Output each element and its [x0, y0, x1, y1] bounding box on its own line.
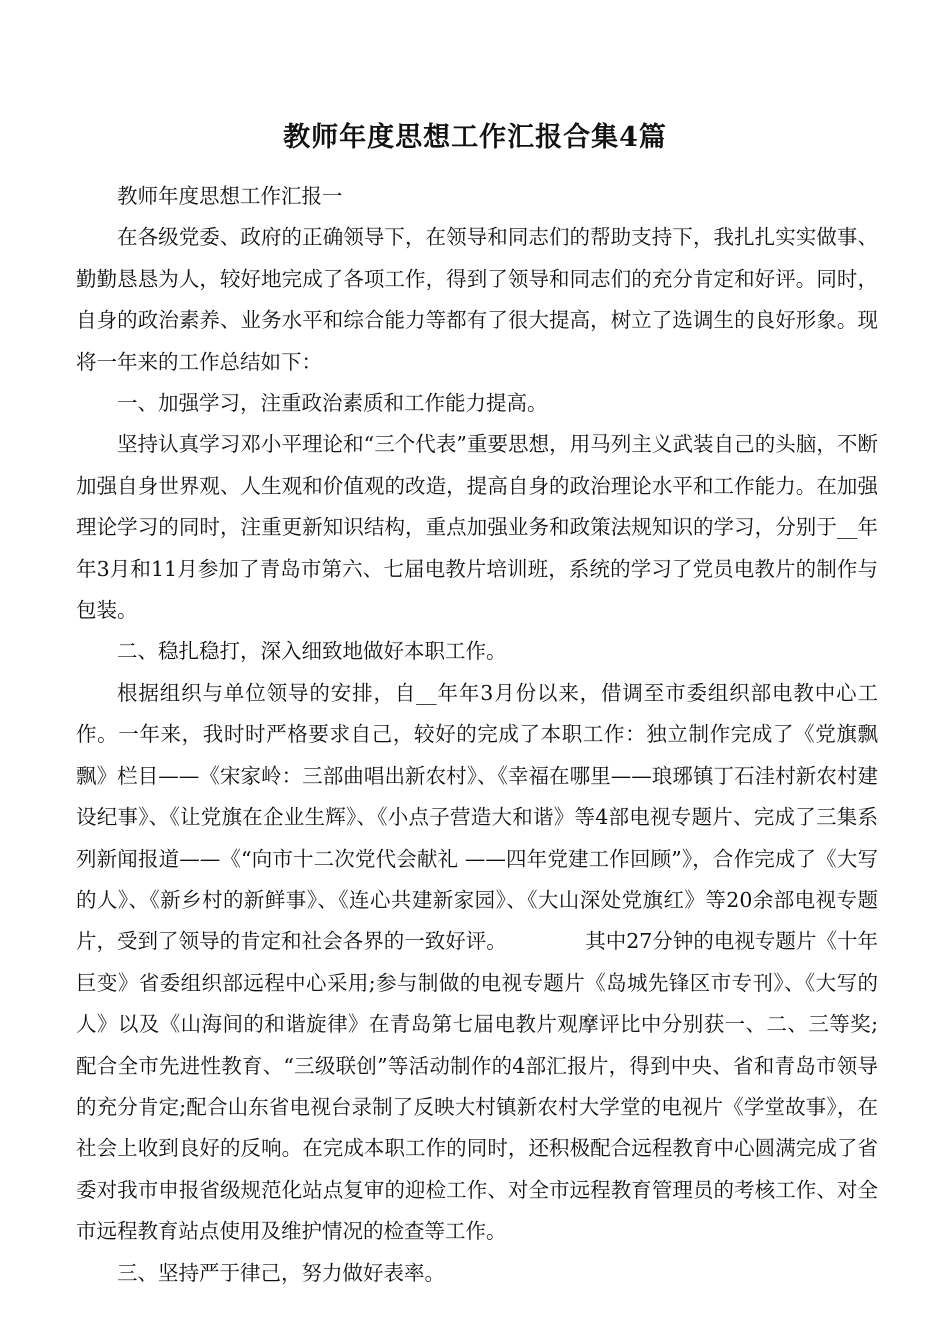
document-title: 教师年度思想工作汇报合集4篇: [283, 122, 667, 154]
section-heading: 教师年度思想工作汇报一: [117, 184, 343, 208]
work-paragraph: 根据组织与单位领导的安排，自__年年3月份以来，借调至市委组织部电教中心工作。一年来，我时时严格要求自己，较好的完成了本职工作：独立制作完成了《党旗飘飘》栏目——《宋家岭：三部曲唱出新农村》、《幸福在哪里——琅琊镇丁石洼村新农村建设纪事》、《让党旗在企业生辉》、《小点子营造大和谐》等4部电视专题片、完成了三集系列新闻报道——《“向市十二次党代会献礼 ——四年党建工作回顾”》，合作完成了《大写的人》、《新乡村的新鲜事》、《连心共建新家园》、《大山深处党旗红》等20余部电视专题片，受到了领导的肯定和社会各界的一致好评。 其中27分钟的电视专题片《十年巨变》省委组织部远程中心采用;参与制做的电视专题片《岛城先锋区市专刊》、《大写的人》以及《山海间的和谐旋律》在青岛第七届电教片观摩评比中分别获一、二、三等奖;配合全市先进性教育、“三级联创”等活动制作的4部汇报片，得到中央、省和青岛市领导的充分肯定;配合山东省电视台录制了反映大村镇新农村大学堂的电视片《学堂故事》，在社会上收到良好的反响。在完成本职工作的同时，还积极配合远程教育中心圆满完成了省委对我市申报省级规范化站点复审的迎检工作、对全市远程教育管理员的考核工作、对全市远程教育站点使用及维护情况的检查等工作。: [76, 680, 878, 1244]
document-body: [76, 176, 878, 1294]
intro-paragraph: 在各级党委、政府的正确领导下，在领导和同志们的帮助支持下，我扎扎实实做事、勤勤恳恳为人，较好地完成了各项工作，得到了领导和同志们的充分肯定和好评。同时，自身的政治素养、业务水平和综合能力等都有了很大提高，树立了选调生的良好形象。现将一年来的工作总结如下：: [76, 225, 878, 374]
section-heading-2: 二、稳扎稳打，深入细致地做好本职工作。: [117, 639, 507, 664]
study-paragraph: 坚持认真学习邓小平理论和“三个代表”重要思想，用马列主义武装自己的头脑，不断加强自身世界观、人生观和价值观的改造，提高自身的政治理论水平和工作能力。在加强理论学习的同时，注重更新知识结构，重点加强业务和政策法规知识的学习，分别于__年年3月和11月参加了青岛市第六、七届电教片培训班，系统的学习了党员电教片的制作与包装。: [76, 432, 878, 623]
section-heading-1: 一、加强学习，注重政治素质和工作能力提高。: [117, 391, 548, 416]
section-heading-3: 三、坚持严于律己，努力做好表率。: [117, 1260, 445, 1285]
